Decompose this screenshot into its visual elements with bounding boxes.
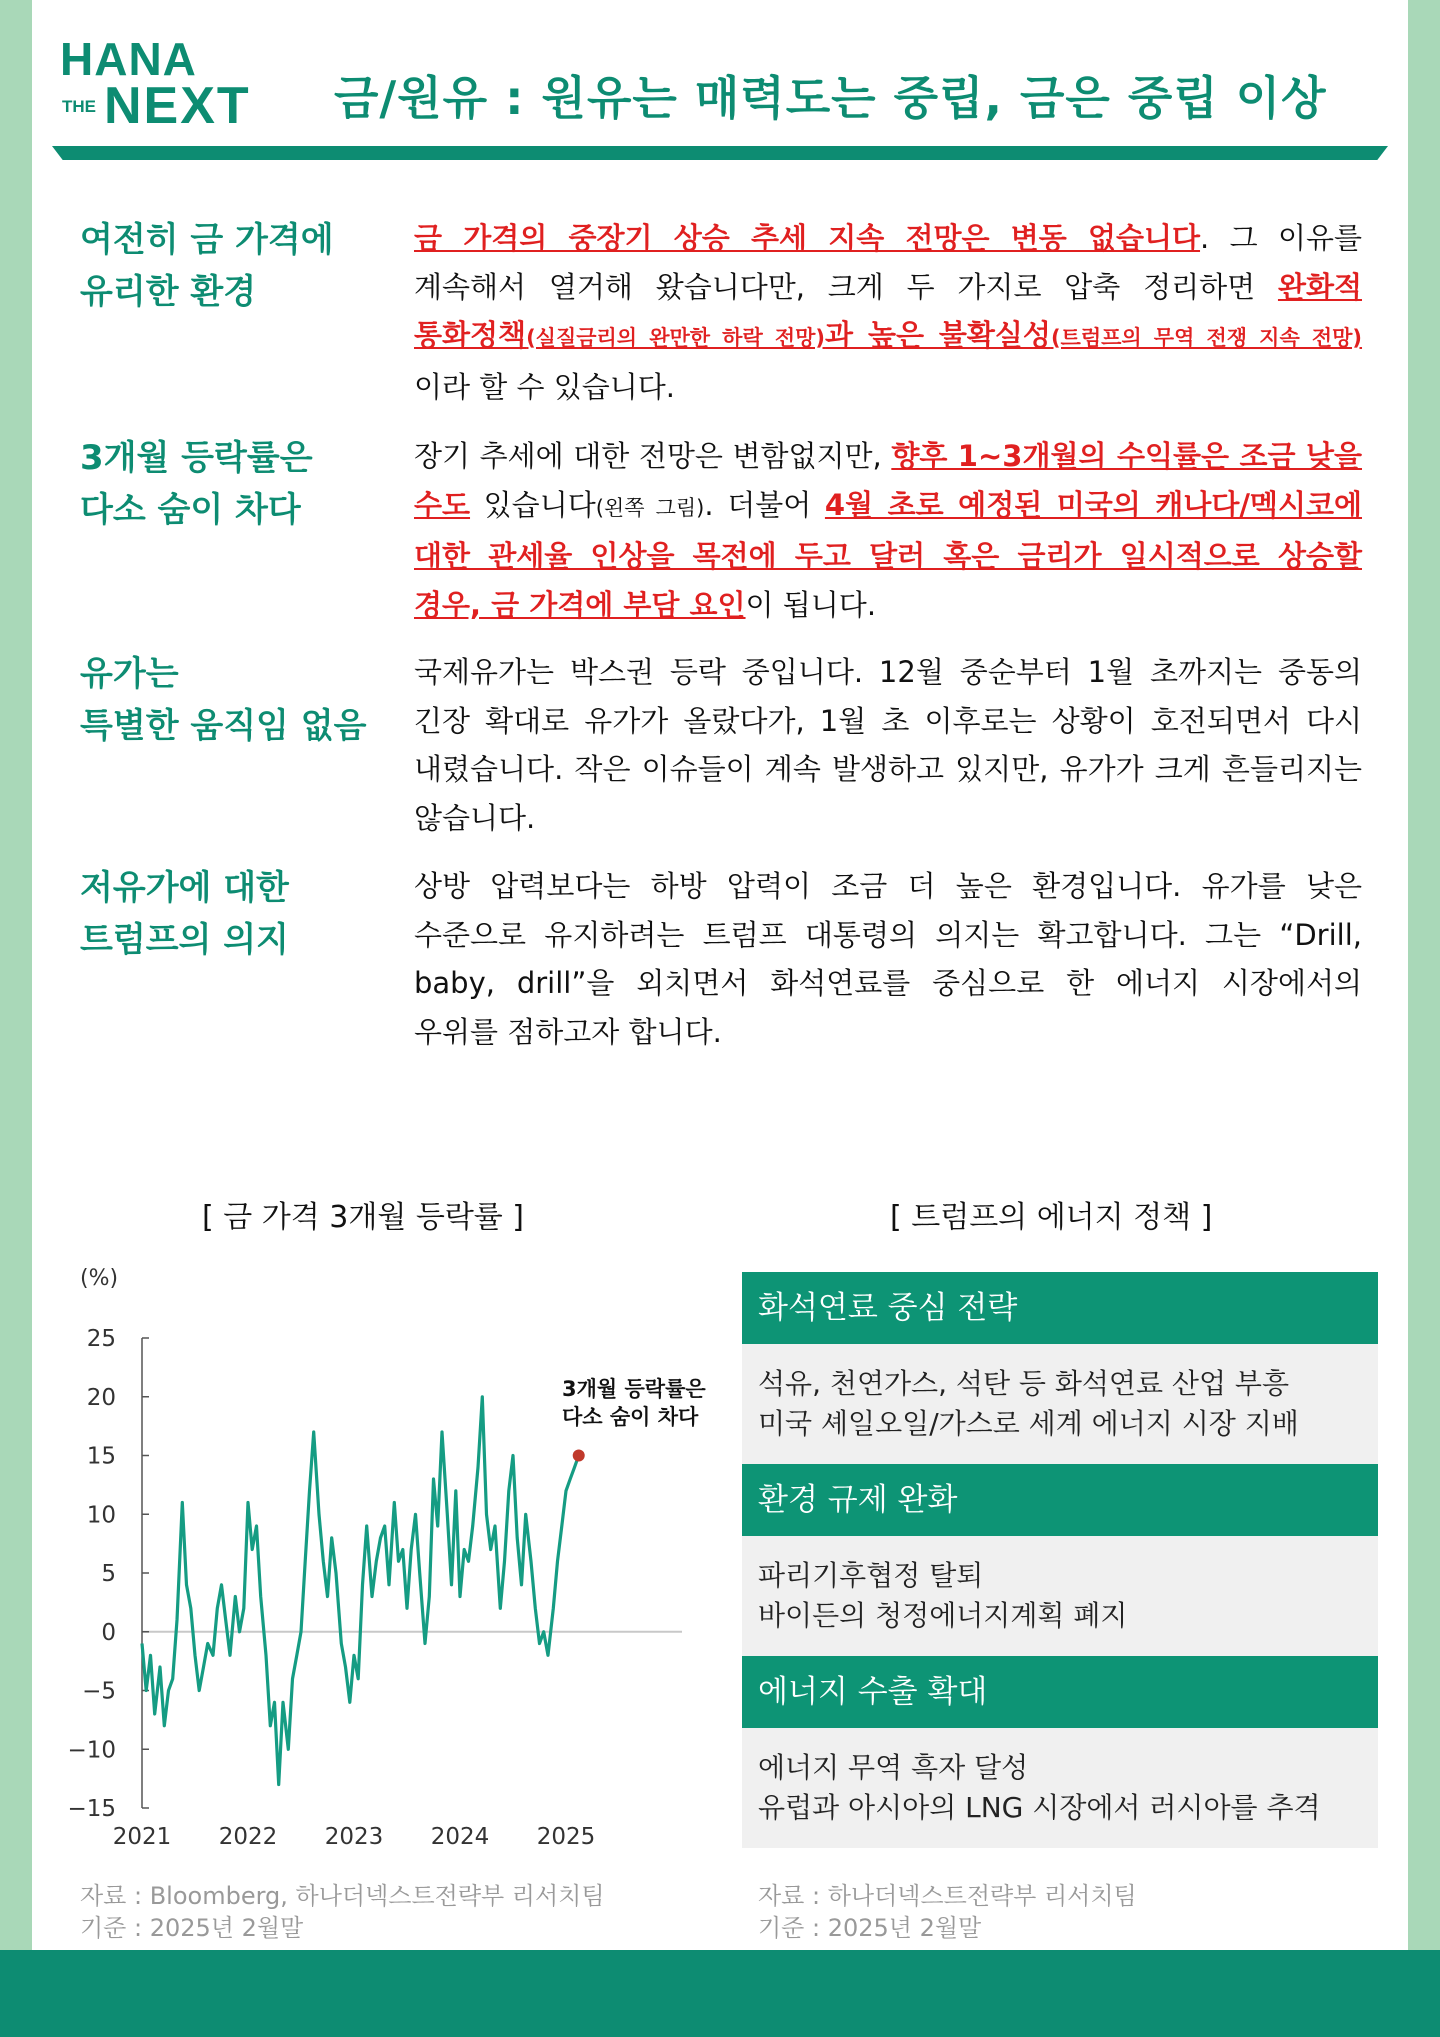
policy-heading xyxy=(742,1272,1378,1344)
y-tick-label: 20 xyxy=(86,1384,116,1411)
section-label-line: 특별한 움직임 없음 xyxy=(80,706,367,746)
policy-detail xyxy=(742,1344,1378,1464)
policy-heading xyxy=(742,1464,1378,1536)
policy-detail xyxy=(742,1728,1378,1848)
footer-bar xyxy=(0,1950,1440,2037)
chart-source xyxy=(80,1880,605,1944)
policy-title: [ 트럼프의 에너지 정책 ] xyxy=(890,1200,1213,1235)
source-line: 기준 : 2025년 2월말 xyxy=(758,1914,982,1942)
logo-hana-text: HANA xyxy=(60,33,197,85)
y-tick-label: 15 xyxy=(86,1443,116,1470)
y-axis-unit: (%) xyxy=(80,1266,119,1291)
policy-detail-line: 파리기후협정 탈퇴 xyxy=(758,1559,984,1592)
body-text: 이라 할 수 있습니다. xyxy=(414,369,675,404)
section-label-line: 유가는 xyxy=(80,654,179,694)
y-tick-label: −15 xyxy=(67,1796,116,1822)
x-tick-label: 2025 xyxy=(536,1824,596,1850)
body-text: 있습니다 xyxy=(470,487,596,522)
gold-3m-return-chart xyxy=(32,1250,712,1860)
logo-next-text: NEXT xyxy=(104,77,251,135)
highlight-text: 완화적 통화정책 xyxy=(414,269,1362,352)
section-label-line: 트럼프의 의지 xyxy=(80,920,289,960)
x-tick-label: 2023 xyxy=(324,1824,384,1850)
highlight-text: 금 가격의 중장기 상승 추세 지속 전망은 변동 없습니다 xyxy=(414,221,1201,255)
source-line: 자료 : 하나더넥스트전략부 리서치팀 xyxy=(758,1882,1137,1910)
hana-the-next-logo xyxy=(60,33,290,136)
section-body: 국제유가는 박스권 등락 중입니다. 12월 중순부터 1월 초까지는 중동의 긴장 확대로 유가가 올랐다가, 1월 초 이후로는 상황이 호전되면서 다시 내렸습니다. 작은 이슈들이 계속 발생하고 있지만, 유가가 크게 흔들리지는 않습니다. xyxy=(414,655,1362,835)
section-label xyxy=(80,214,380,318)
body-text: 이 됩니다. xyxy=(745,587,877,622)
y-tick-label: 10 xyxy=(86,1502,116,1529)
x-tick-label: 2022 xyxy=(218,1824,278,1850)
section-label xyxy=(80,648,380,752)
x-tick-label: 2021 xyxy=(112,1824,172,1850)
policy-heading xyxy=(742,1656,1378,1728)
policy-detail-line: 에너지 무역 흑자 달성 xyxy=(758,1751,1029,1784)
section-label-line: 3개월 등락률은 xyxy=(80,438,313,478)
y-tick-label: −10 xyxy=(67,1737,116,1764)
policy-detail-line: 바이든의 청정에너지계획 폐지 xyxy=(758,1599,1128,1632)
y-tick-label: 25 xyxy=(86,1326,116,1352)
page-title: 금/원유 : 원유는 매력도는 중립, 금은 중립 이상 xyxy=(334,71,1327,125)
section-body: 상방 압력보다는 하방 압력이 조금 더 높은 환경입니다. 유가를 낮은 수준으로 유지하려는 트럼프 대통령의 의지는 확고합니다. 그는 “Drill, baby, drill”을 외치면서 화석연료를 중심으로 한 에너지 시장에서의 우위를 점하고자 합니다. xyxy=(414,869,1362,1049)
section-label-line: 여전히 금 가격에 xyxy=(80,220,334,260)
policy-heading-text: 환경 규제 완화 xyxy=(758,1482,958,1518)
latest-value-marker xyxy=(573,1450,585,1462)
highlight-text: 과 높은 불확실성 xyxy=(825,318,1051,352)
body-text: . 그 이유를 계속해서 열거해 왔습니다만, 크게 두 가지로 압축 정리하면 xyxy=(414,221,1362,304)
highlight-text: 4월 초로 예정된 미국의 캐나다/멕시코에 대한 관세율 인상을 목전에 두고 달러 혹은 금리가 일시적으로 상승할 경우, 금 가격에 부담 요인 xyxy=(414,487,1362,622)
source-line: 자료 : Bloomberg, 하나더넥스트전략부 리서치팀 xyxy=(80,1882,605,1910)
policy-detail-line: 유럽과 아시아의 LNG 시장에서 러시아를 추격 xyxy=(758,1791,1321,1824)
policy-detail xyxy=(742,1536,1378,1656)
source-line: 기준 : 2025년 2월말 xyxy=(80,1914,304,1942)
y-tick-label: 5 xyxy=(101,1561,116,1587)
section-label-line: 다소 숨이 차다 xyxy=(80,490,301,530)
chart-annotation: 3개월 등락률은 xyxy=(562,1377,706,1401)
policy-source xyxy=(758,1880,1137,1944)
policy-detail-line: 미국 셰일오일/가스로 세계 에너지 시장 지배 xyxy=(758,1407,1299,1440)
y-tick-label: −5 xyxy=(82,1678,116,1705)
policy-detail-line: 석유, 천연가스, 석탄 등 화석연료 산업 부흥 xyxy=(758,1367,1290,1400)
policy-heading-text: 화석연료 중심 전략 xyxy=(758,1290,1018,1326)
section-body xyxy=(414,214,1362,411)
body-text: . 더불어 xyxy=(704,487,825,522)
chart-title: [ 금 가격 3개월 등락률 ] xyxy=(202,1200,525,1235)
section-label xyxy=(80,432,380,536)
section-label xyxy=(80,862,380,966)
page xyxy=(32,0,1408,1950)
gold-3m-return-line xyxy=(142,1397,579,1785)
body-note: (왼쪽 그림) xyxy=(595,495,705,520)
chart-annotation: 다소 숨이 차다 xyxy=(562,1405,699,1429)
body-text: 장기 추세에 대한 전망은 변함없지만, xyxy=(414,439,892,473)
highlight-text: 향후 1~3개월의 수익률은 조금 낮을 수도 xyxy=(414,439,1362,522)
x-tick-label: 2024 xyxy=(430,1824,490,1850)
y-tick-label: 0 xyxy=(101,1619,116,1646)
title-rule xyxy=(52,146,1388,160)
logo-the-text: THE xyxy=(62,97,96,116)
section-body xyxy=(414,432,1362,629)
section-label-line: 유리한 환경 xyxy=(80,272,257,312)
section-label-line: 저유가에 대한 xyxy=(80,868,289,908)
highlight-note: (실질금리의 완만한 하락 전망) xyxy=(526,326,826,350)
highlight-note: (트럼프의 무역 전쟁 지속 전망) xyxy=(1050,326,1363,350)
policy-heading-text: 에너지 수출 확대 xyxy=(758,1674,988,1710)
